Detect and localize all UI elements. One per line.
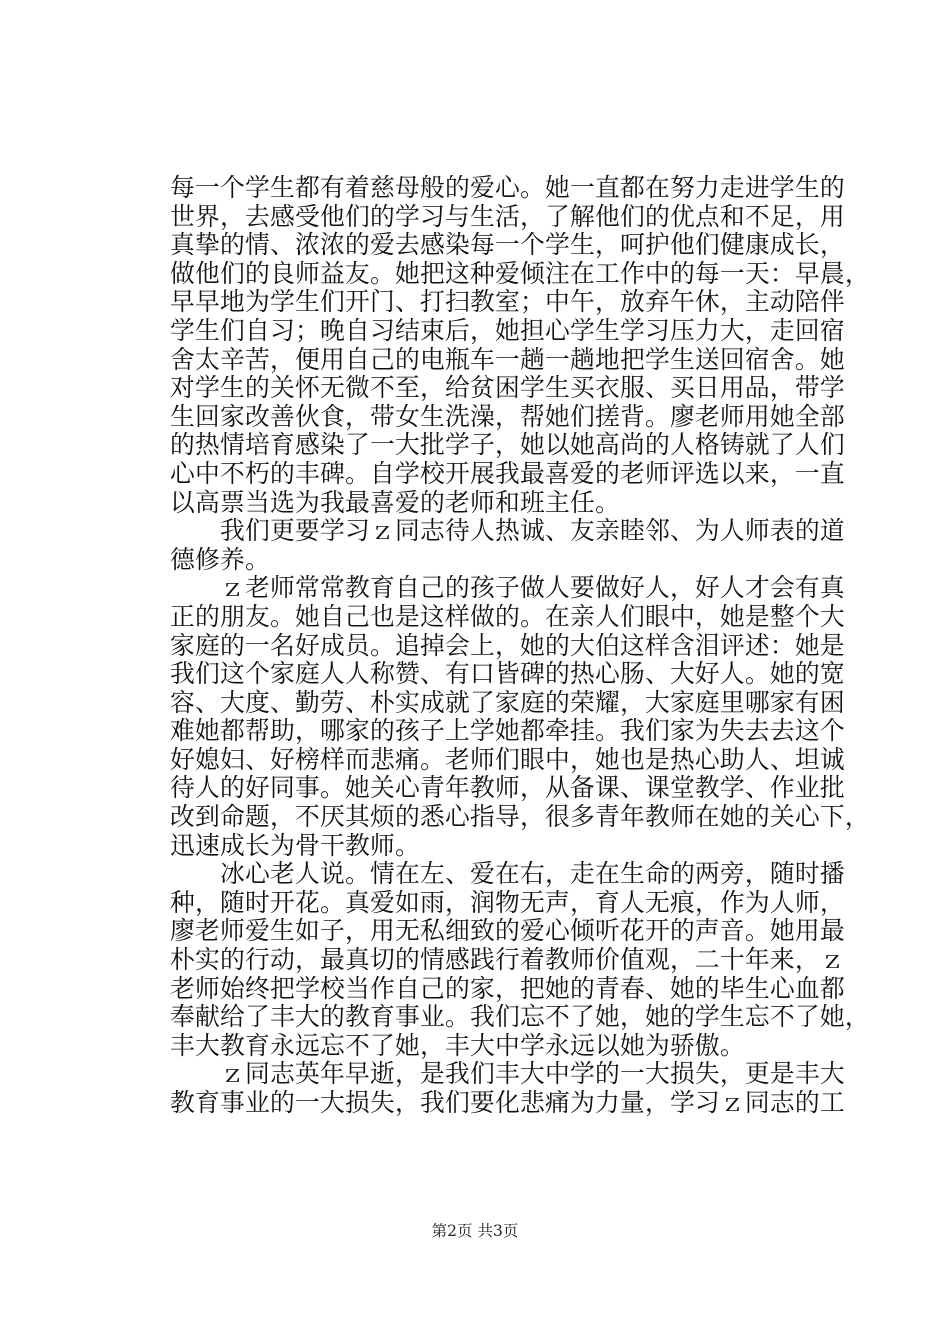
text-line: 改到命题，不厌其烦的悉心指导，很多青年教师在她的关心下， (170, 802, 870, 832)
page-number-footer: 第2页 共3页 (431, 1222, 519, 1240)
text-line: 丰大教育永远忘不了她，丰大中学永远以她为骄傲。 (170, 1030, 745, 1060)
text-line: 正的朋友。她自己也是这样做的。在亲人们眼中，她是整个大 (170, 601, 845, 631)
text-line: 世界，去感受他们的学习与生活，了解他们的优点和不足，用 (170, 201, 845, 231)
text-line: 奉献给了丰大的教育事业。我们忘不了她，她的学生忘不了她， (170, 1002, 870, 1032)
text-line: 真挚的情、浓浓的爱去感染每一个学生，呵护他们健康成长， (170, 230, 845, 260)
text-line: 我们更要学习ｚ同志待人热诚、友亲睦邻、为人师表的道 (170, 516, 845, 546)
text-line: 廖老师爱生如子，用无私细致的爱心倾听花开的声音。她用最 (170, 916, 845, 946)
text-line: 以高票当选为我最喜爱的老师和班主任。 (170, 487, 620, 517)
document-body (170, 173, 870, 1118)
text-line: 生回家改善伙食，带女生洗澡，帮她们搓背。廖老师用她全部 (170, 401, 845, 431)
text-line: ｚ同志英年早逝，是我们丰大中学的一大损失，更是丰大 (170, 1059, 845, 1089)
text-line: 容、大度、勤劳、朴实成就了家庭的荣耀，大家庭里哪家有困 (170, 687, 845, 717)
text-line: 冰心老人说。情在左、爱在右，走在生命的两旁，随时播 (170, 859, 845, 889)
text-line: 老师始终把学校当作自己的家，把她的青春、她的毕生心血都 (170, 973, 845, 1003)
text-line: 朴实的行动，最真切的情感践行着教师价值观，二十年来，ｚ (170, 945, 845, 975)
text-line: 舍太辛苦，便用自己的电瓶车一趟一趟地把学生送回宿舍。她 (170, 344, 845, 374)
text-line: 好媳妇、好榜样而悲痛。老师们眼中，她也是热心助人、坦诚 (170, 744, 845, 774)
text-line: 每一个学生都有着慈母般的爱心。她一直都在努力走进学生的 (170, 173, 845, 202)
text-line: 对学生的关怀无微不至，给贫困学生买衣服、买日用品，带学 (170, 373, 845, 403)
text-line: 迅速成长为骨干教师。 (170, 830, 420, 860)
text-line: 心中不朽的丰碑。自学校开展我最喜爱的老师评选以来，一直 (170, 458, 845, 488)
text-line: 种，随时开花。真爱如雨，润物无声，育人无痕，作为人师， (170, 887, 845, 917)
text-line: 德修养。 (170, 544, 270, 574)
text-line: 家庭的一名好成员。追掉会上，她的大伯这样含泪评述：她是 (170, 630, 845, 660)
text-line: 教育事业的一大损失，我们要化悲痛为力量，学习ｚ同志的工 (170, 1088, 845, 1117)
text-line: ｚ老师常常教育自己的孩子做人要做好人，好人才会有真 (170, 573, 845, 603)
text-line: 学生们自习；晚自习结束后，她担心学生学习压力大，走回宿 (170, 315, 845, 345)
text-line: 早早地为学生们开门、打扫教室；中午，放弃午休，主动陪伴 (170, 287, 845, 317)
text-line: 的热情培育感染了一大批学子，她以她高尚的人格铸就了人们 (170, 430, 845, 460)
text-line: 做他们的良师益友。她把这种爱倾注在工作中的每一天：早晨， (170, 258, 870, 288)
text-line: 待人的好同事。她关心青年教师，从备课、课堂教学、作业批 (170, 773, 845, 803)
text-line: 我们这个家庭人人称赞、有口皆碑的热心肠、大好人。她的宽 (170, 659, 845, 689)
text-line: 难她都帮助，哪家的孩子上学她都牵挂。我们家为失去去这个 (170, 716, 845, 746)
